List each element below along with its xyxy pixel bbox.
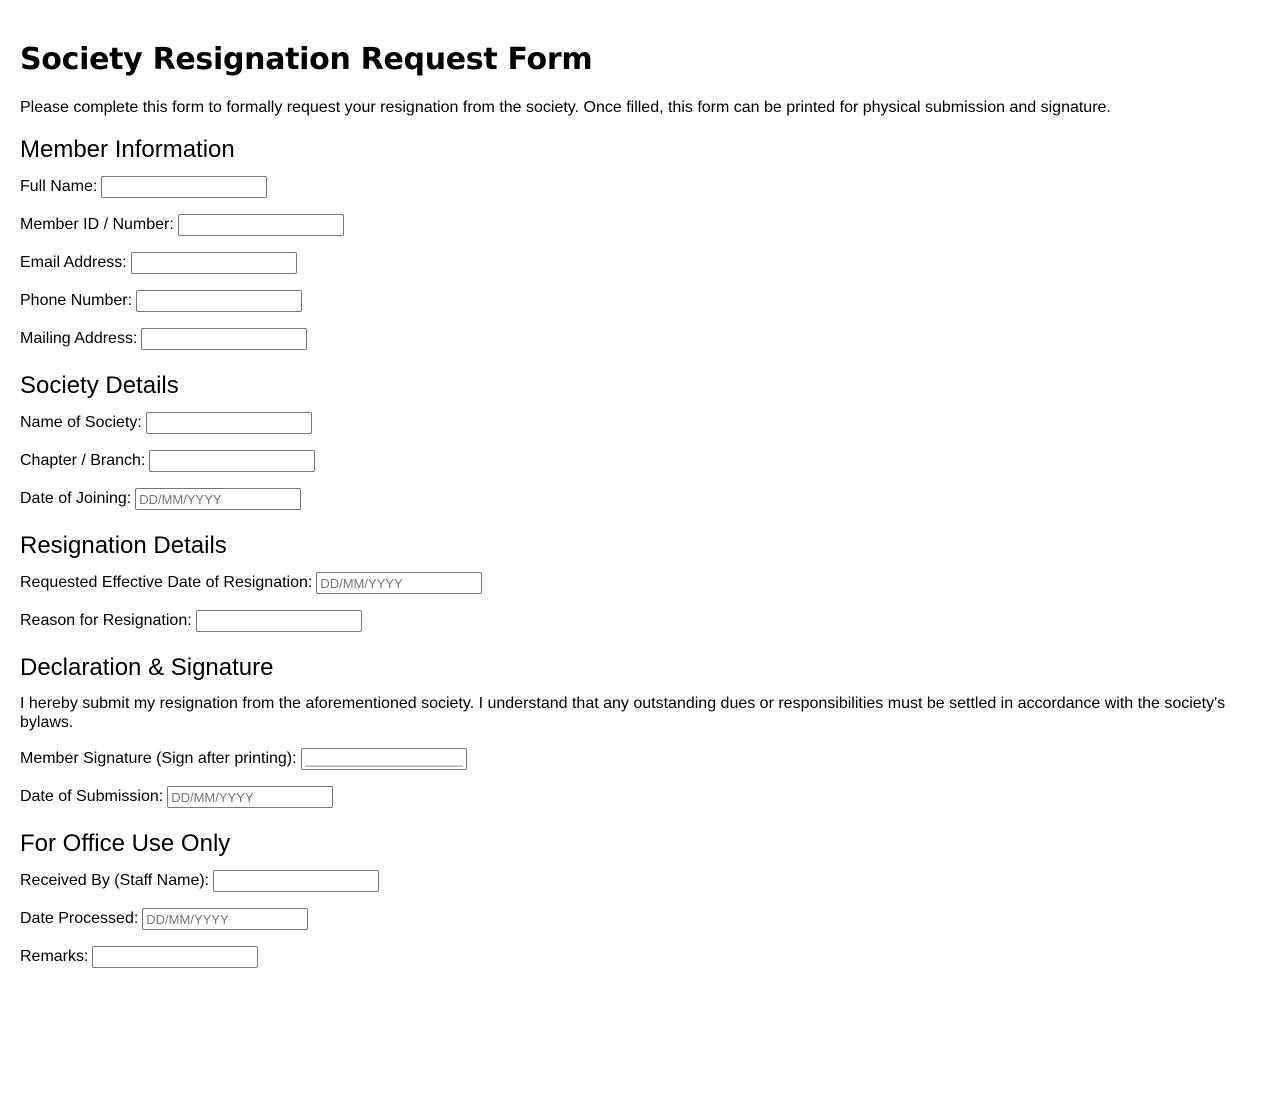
full-name-row: [20, 176, 1242, 198]
phone-row: [20, 290, 1242, 312]
email-row: [20, 252, 1242, 274]
full-name-input[interactable]: [101, 176, 267, 198]
date-processed-input[interactable]: [142, 908, 308, 930]
society-name-input[interactable]: [146, 412, 312, 434]
declaration-heading: Declaration & Signature: [20, 654, 274, 681]
society-name-label: Name of Society:: [20, 414, 142, 431]
remarks-input[interactable]: [92, 946, 258, 968]
date-processed-label: Date Processed:: [20, 910, 139, 927]
joining-date-row: [20, 488, 1242, 510]
resignation-details-section: [20, 532, 1242, 632]
resignation-details-heading: Resignation Details: [20, 532, 227, 559]
member-id-label: Member ID / Number:: [20, 216, 174, 233]
effective-date-label: Requested Effective Date of Resignation:: [20, 574, 313, 591]
submission-date-input[interactable]: [167, 786, 333, 808]
mailing-address-row: [20, 328, 1242, 350]
submission-date-row: [20, 786, 1242, 808]
signature-label: Member Signature (Sign after printing):: [20, 750, 297, 767]
society-details-section: [20, 372, 1242, 510]
chapter-input[interactable]: [149, 450, 315, 472]
member-information-section: [20, 136, 1242, 350]
phone-label: Phone Number:: [20, 292, 133, 309]
email-input[interactable]: [131, 252, 297, 274]
page-title: Society Resignation Request Form: [20, 42, 593, 77]
mailing-address-input[interactable]: [141, 328, 307, 350]
declaration-section: [20, 654, 1242, 808]
received-by-label: Received By (Staff Name):: [20, 872, 210, 889]
signature-input[interactable]: [301, 748, 467, 770]
member-id-input[interactable]: [178, 214, 344, 236]
received-by-row: [20, 870, 1242, 892]
society-details-heading: Society Details: [20, 372, 179, 399]
full-name-label: Full Name:: [20, 178, 98, 195]
phone-input[interactable]: [136, 290, 302, 312]
submission-date-label: Date of Submission:: [20, 788, 164, 805]
chapter-label: Chapter / Branch:: [20, 452, 146, 469]
reason-row: [20, 610, 1242, 632]
remarks-label: Remarks:: [20, 948, 89, 965]
declaration-text: I hereby submit my resignation from the aforementioned society. I understand that any outstanding dues or responsibilities must be settled in accordance with the society's bylaws.: [20, 695, 1226, 731]
signature-row: [20, 748, 1242, 770]
mailing-address-label: Mailing Address:: [20, 330, 138, 347]
office-use-heading: For Office Use Only: [20, 830, 231, 857]
remarks-row: [20, 946, 1242, 968]
member-id-row: [20, 214, 1242, 236]
society-name-row: [20, 412, 1242, 434]
reason-input[interactable]: [196, 610, 362, 632]
office-use-section: [20, 830, 1242, 968]
joining-date-input[interactable]: [135, 488, 301, 510]
member-information-heading: Member Information: [20, 136, 235, 163]
date-processed-row: [20, 908, 1242, 930]
chapter-row: [20, 450, 1242, 472]
reason-label: Reason for Resignation:: [20, 612, 192, 629]
intro-text: Please complete this form to formally request your resignation from the society. Once filled, this form can be printed for physical submission and signature.: [20, 99, 1111, 116]
effective-date-input[interactable]: [316, 572, 482, 594]
email-label: Email Address:: [20, 254, 127, 271]
received-by-input[interactable]: [213, 870, 379, 892]
joining-date-label: Date of Joining:: [20, 490, 132, 507]
effective-date-row: [20, 572, 1242, 594]
